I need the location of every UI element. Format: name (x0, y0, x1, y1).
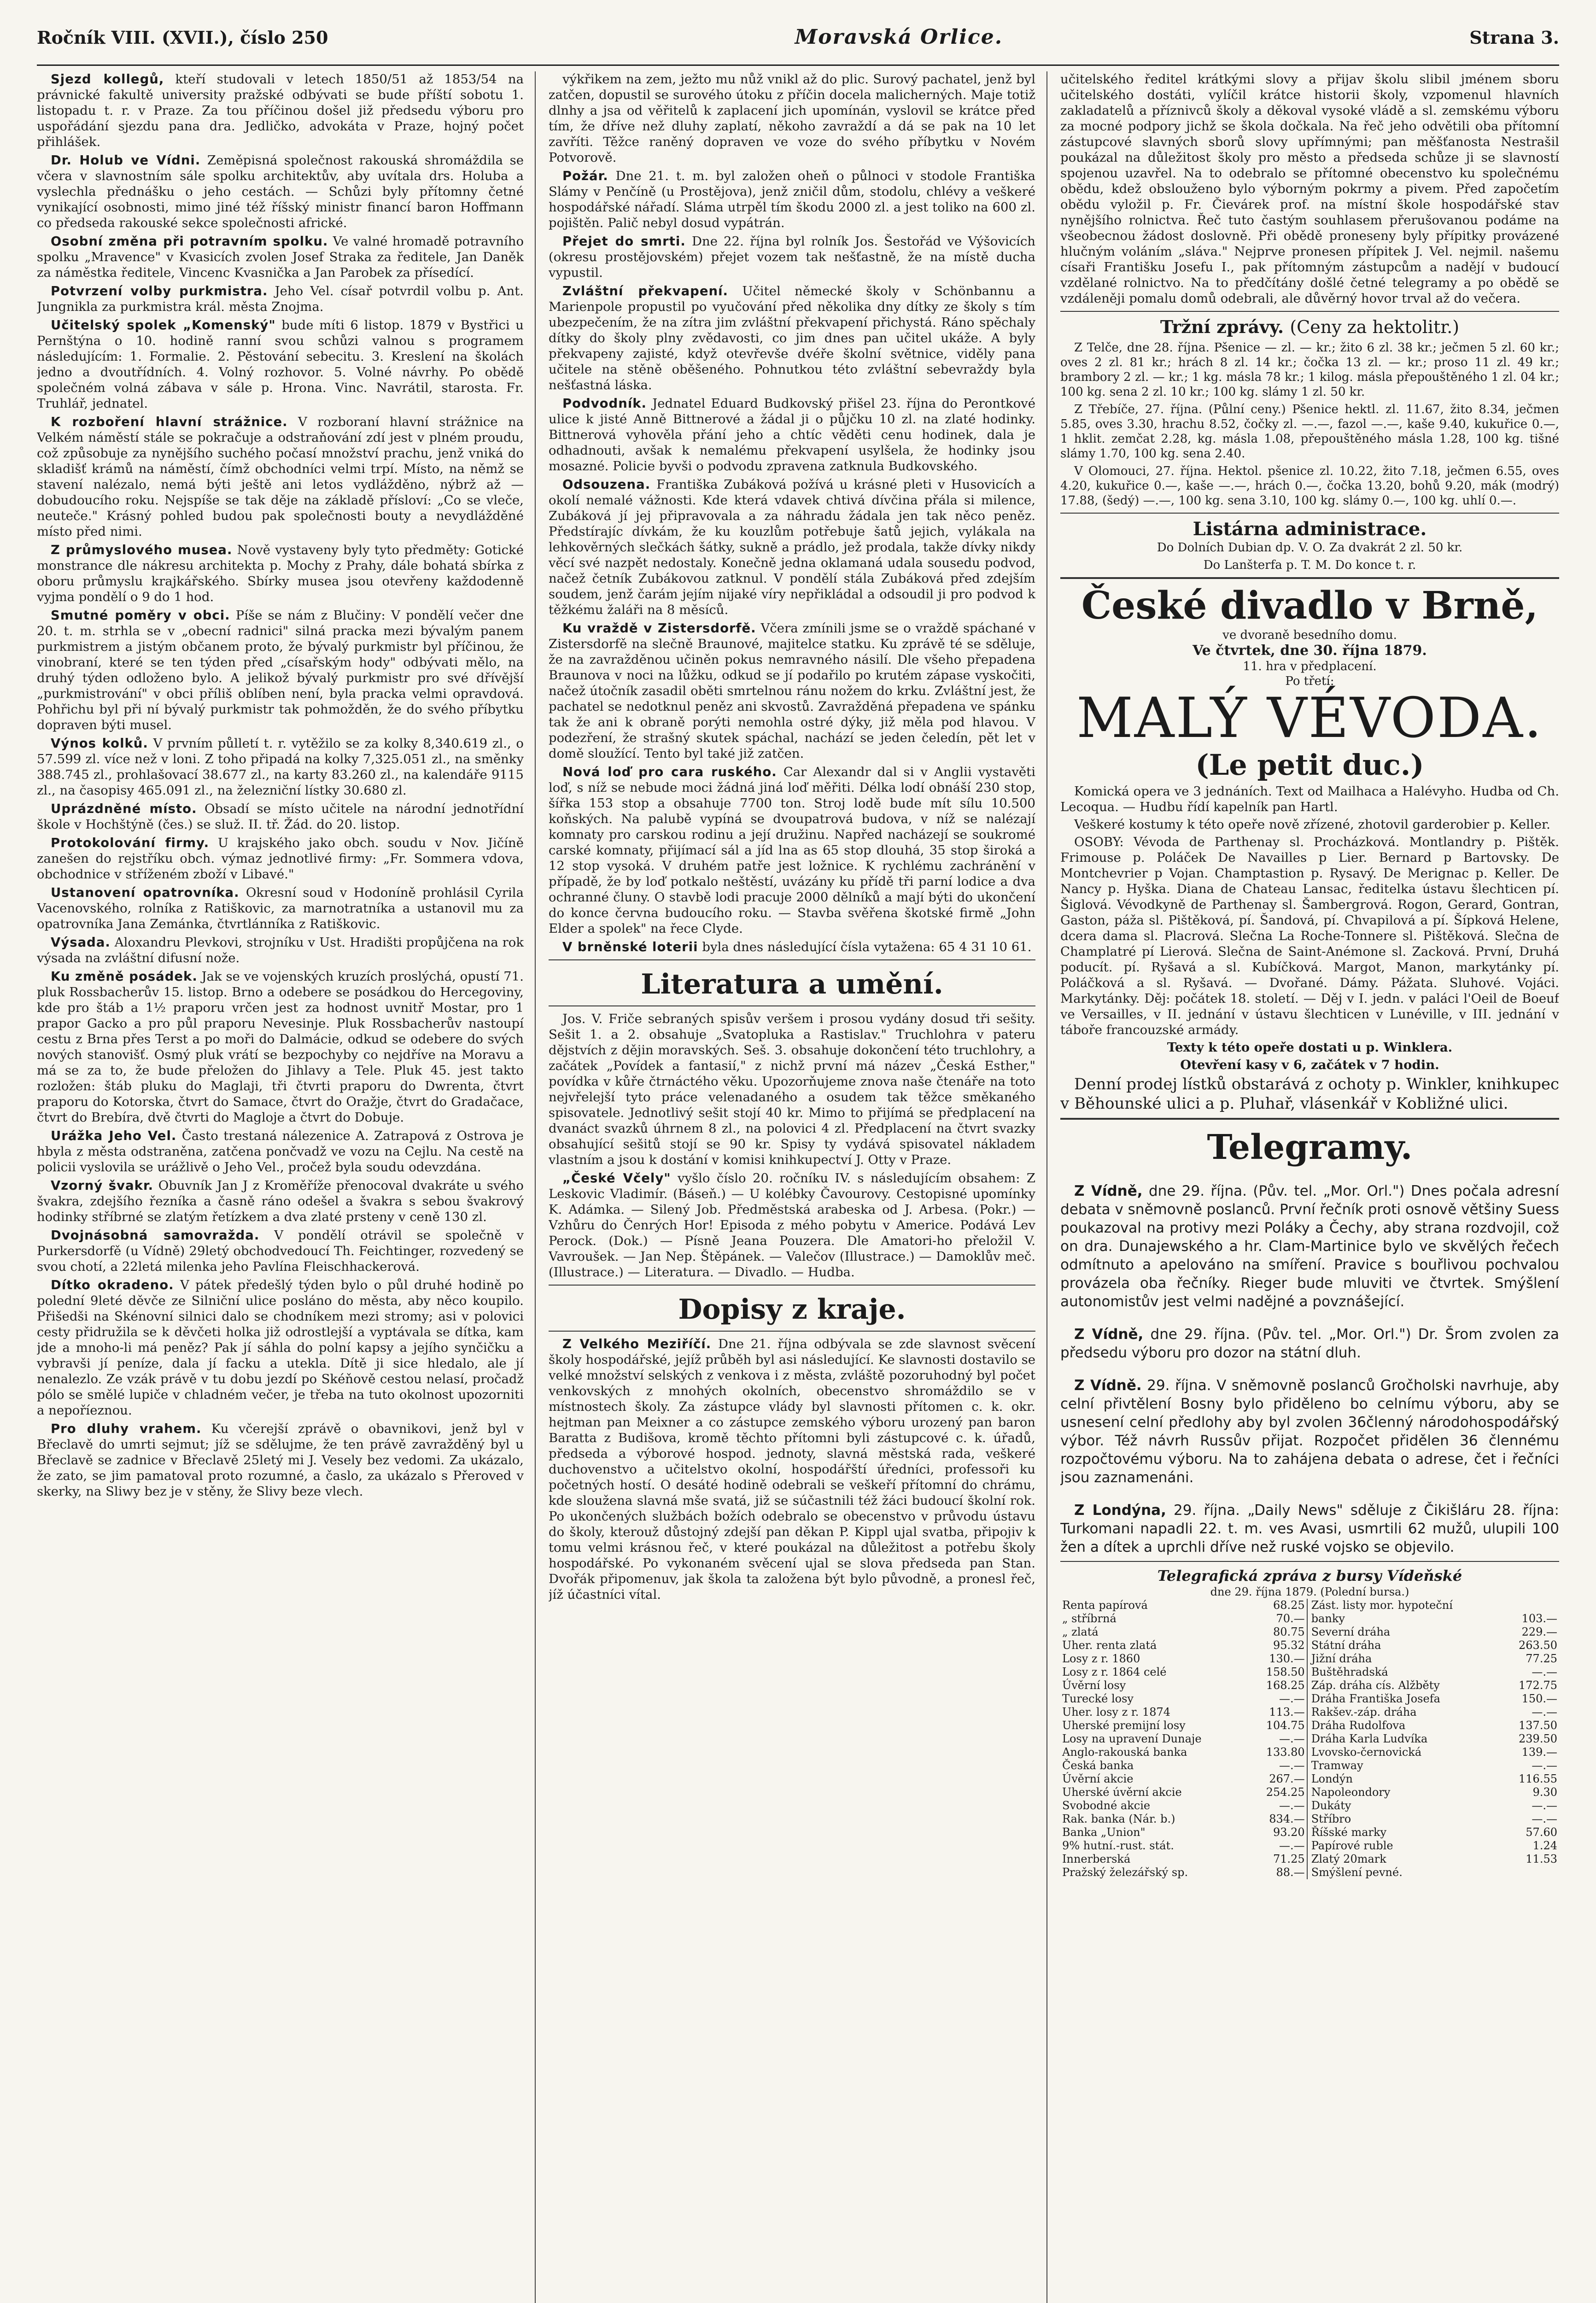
article-heading: „České Včely" (562, 1171, 671, 1186)
article-text: Obsadí se místo učitele na národní jednotřídní škole v Hochštýně (čes.) se služ. II. tř. Žád. do 20. listop. (37, 801, 524, 832)
bourse-security: Innerberská (1062, 1853, 1131, 1865)
article-heading: Dvojnásobná samovražda. (51, 1228, 260, 1243)
article-text: Jednatel Eduard Budkovský přišel 23. října do Perontkové ulice k jisté Anně Bittnerové a žádal ji o půjčku 10 zl. na zlaté hodinky. Bittnerová vyhověla přání jeho a chtíc věděti cenu hodinek, dala je odhadnouti, avšak k nemalému překvapení usylšela, že hodinky jsou mosazné. Policie byvši o podvodu zpravena zatknula Budkovského. (549, 396, 1035, 473)
bourse-price (1503, 1866, 1559, 1879)
bourse-security: Severní dráha (1307, 1625, 1503, 1639)
article-heading: Zvláštní překvapení. (562, 284, 728, 298)
article-heading: V brněnské loterii (562, 940, 698, 954)
play-title: MALÝ VÉVODA. (1076, 686, 1543, 750)
bourse-price: 267.— (1269, 1772, 1305, 1785)
bourse-price: 172.75 (1519, 1679, 1557, 1692)
news-item (549, 168, 1035, 231)
divider (549, 1005, 1035, 1006)
article-text: kteří studovali v letech 1850/51 až 1853/54 na právnické fakultě university pražské odbývati se bude příští sobotu 1. listopadu t. r. v Praze. Za tou příčinou došel již předsedu výboru pro uspořádání sjezdu pana dra. Jedličko, advokáta v Praze, hojný počet přihlášek. (37, 72, 524, 149)
article-heading: Z Velkého Meziříčí. (562, 1337, 712, 1351)
article-text: Nově vystaveny byly tyto předměty: Gotické monstrance dle nákresu architekta p. Mochy z Prahy, dále bohatá sbírka z oboru průmyslu krajkářského. Sbírky musea jsou otevřeny každodenně vyjma pondělí o 9 do 1 hod. (37, 543, 524, 604)
bourse-security: Dráha Karla Ludvíka (1307, 1732, 1503, 1746)
bourse-security: Zást. listy mor. hypoteční (1307, 1599, 1503, 1612)
bourse-price: —.— (1279, 1839, 1305, 1852)
news-item (549, 477, 1035, 618)
article-text: Jak se ve vojenských kruzích proslýchá, opustí 71. pluk Rossbacherův 15. listop. Brno a odebere se posádkou do Hercegoviny, kde pro štáb a 1½ praporu vrčen jest za hodnost uvnitř Mostar, pro 1 prapor Gacko a pro půl praporu Nevesinje. Pluk Rossbacherův nastoupí cestu z Brna přes Terst a po moři do Dalmácie, odkud se odebere do svých nových stanovišť. Osmý pluk vrátí se bezpochyby co nejdříve na Moravu a má se za to, že bude přeložen do Jihlavy a Tele. Pluk 45. jest takto rozložen: štáb pluku do Maglaji, tři čtvrti praporu do Dwrenta, čtvrt praporu do Kotorska, čtvrt do Samace, čtvrt do Oražje, čtvrt do Gradačace, čtvrt do Brebíra, dvě čtvrti do Magloje a čtvrt do Dobuje. (37, 969, 524, 1125)
article-heading: Potvrzení volby purkmistra. (51, 284, 268, 298)
bourse-security: Smýšlení pevné. (1307, 1866, 1503, 1879)
article-heading: Výnos kolků. (51, 736, 148, 751)
telegram-heading: Z Londýna, (1074, 1502, 1166, 1519)
article-heading: Protokolování firmy. (51, 836, 210, 850)
article-text: Aloxandru Plevkovi, strojníku v Ust. Hradišti propůjčena na rok výsada na zvláštní difusní nože. (37, 935, 524, 965)
bourse-subtitle: dne 29. října 1879. (Polední bursa.) (1210, 1585, 1409, 1598)
bourse-price: 70.— (1276, 1612, 1305, 1625)
bourse-price: 88.— (1276, 1866, 1305, 1879)
article-text: Františka Zubáková požívá u krásné pleti v Husovicích a okolí nemalé vážnosti. Kde která vdavek chtivá dívčina přála si milence, Zubáková jí jej připravovala a za náhradu žádala jen tak něco peněz. Předstírajíc dívkám, že ku kouzlům potřebuje šatů jejich, vylákala na lehkověrných slečkách šátky, sukně a prádlo, jež prodala, takže dívky nikdy věcí své nazpět nedostaly. Konečně jedna oklamaná udala sousedu podvod, načež četník Zubákovou zatknul. V pondělí stála Zubáková před zdejším soudem, jenž čarám jejím nijaké víry nepřikládal a odsoudil ji pro podvod k těžkému žaláři na 8 měsíců. (549, 477, 1035, 617)
bourse-security: Buštěhradská (1307, 1666, 1503, 1679)
bourse-price: 95.32 (1273, 1639, 1305, 1652)
theatre-announcement (1060, 584, 1559, 1113)
news-item (37, 414, 524, 539)
article-heading: Urážka Jeho Vel. (51, 1128, 177, 1143)
telegram-text: 29. října. V sněmovně poslanců Gročholski navrhuje, aby celní přivtělení Bosny bylo přiděleno bo celnímu výboru, aby se usnesení celní předlohy aby byl zvolen 36členný národohospodářský výbor. Též návrh Russův přijat. Rozpočet přidělen 36 člennému rozpočtovému výboru. Na to zahájena debata o adrese, čet i řečníci jsou zaznamenáni. (1060, 1377, 1559, 1486)
bourse-price: —.— (1532, 1759, 1557, 1772)
divider (549, 959, 1035, 960)
article-text: Často trestaná nálezenice A. Zatrapová z Ostrova je hbyla z města odstraněna, zatčena pončvadž ve vozu na Cejlu. Na cestě na policii vyslovila se urážlivě o Jeho Vel., pročež byla soudu odevzdána. (37, 1128, 524, 1175)
article-text: Jeho Vel. císař potvrdil volbu p. Ant. Jungnikla za purkmistra král. města Znojma. (37, 284, 524, 314)
bourse-security: Londýn (1307, 1772, 1503, 1786)
bourse-security: Uherské úvěrní akcie (1062, 1786, 1182, 1799)
article-heading: Osobní změna při potravním spolku. (51, 234, 328, 249)
bourse-price: 71.25 (1273, 1853, 1305, 1865)
article-text: bude míti 6 listop. 1879 v Bystřici u Pernštýna o 10. hodině ranní svou schůzi valnou s programem následujícím: 1. Formalie. 2. Pěstování sebecitu. 3. Kreslení na školách jedno a dvoutřídních. 4. Volný rozhovor. 5. Volné návrhy. Po obědě společném volná zábava v sále p. Hrona. Vinc. Navrátil, starosta. Fr. Truhlář, jednatel. (37, 318, 524, 411)
theatre-paragraph: Texty k této opeře dostati u p. Winklera. (1167, 1040, 1453, 1055)
bourse-price: 263.50 (1519, 1639, 1557, 1652)
header-rule (37, 64, 1559, 66)
article-text: Obuvník Jan J z Kroměříže přenocoval dvakráte u svého švakra, zdejšího řezníka a časně ráno odešel a švakra s sebou švakrový hodinky stříbrné se zlatým řetízkem a dva zlaté prsteny v ceně 130 zl. (37, 1178, 524, 1224)
column-1 (37, 71, 536, 2303)
bourse-price: 103.— (1521, 1612, 1557, 1625)
bourse-row (1060, 1692, 1559, 1706)
news-item (37, 283, 524, 315)
bourse-price: 139.— (1521, 1746, 1557, 1759)
bourse-row (1060, 1652, 1559, 1666)
column-2-news (549, 71, 1035, 955)
news-item (37, 1128, 524, 1175)
news-item (37, 1421, 524, 1499)
bourse-price: 77.25 (1526, 1652, 1557, 1665)
telegram-heading: Z Vídně. (1074, 1377, 1142, 1394)
article-heading: Ustanovení opatrovníka. (51, 885, 240, 900)
theatre-paragraph: Komická opera ve 3 jednáních. Text od Mailhaca a Halévyho. Hudba od Ch. Lecoqua. — Hudbu řídí kapelník pan Hartl. (1060, 784, 1559, 814)
news-item (37, 736, 524, 798)
page-number: Strana 3. (1469, 27, 1559, 48)
article-text: Ku včerejší zprávě o obavnikovi, jenž byl v Břeclavě do umrti sejmut; jíž se sdělujme, že ten právě zavražděný byl u Břeclavě se zadnice v Břeclavě 25letý mi J. Vesely bez vedomi. Za ukázalo, že zato, se jim pamatoval proto rozumné, a časlo, za ukázalo s Přeroved v skerky, na Sliwy bez je v stěny, že Slivy beze vlech. (37, 1421, 524, 1499)
news-item (37, 234, 524, 281)
telegram-text: 29. října. „Daily News" sděluje z Čikišláru 28. října: Turkomani napadli 22. t. m. ves Avasi, usmrtili 62 mužů, ulupili 100 žen a dítek a uprchli dříve než ruské vojsko se objevilo. (1060, 1502, 1559, 1555)
bourse-security: Úvěrní akcie (1062, 1772, 1134, 1785)
bourse-security: Rak. banka (Nár. b.) (1062, 1812, 1175, 1825)
telegram-text: dne 29. října. (Pův. tel. „Mor. Orl.") Dnes počala adresní debata v sněmovně poslanců. První řečník proti osnově většiny Suess poukazoval na protivy mezi Poláky a Čechy, aby strana rozdvojil, což on dra. Dunajewského a hr. Clam-Martinice bylo ve skvělých řečech odmítnuto a apelováno na smíření. Pravice s bouřlivou pochvalou provázela oba řečníky. Rieger bude mluviti ve čtvrtek. Smýšlení autonomistův jest velmi nadějné a povznášející. (1060, 1183, 1559, 1310)
bourse-price: 158.50 (1266, 1666, 1305, 1678)
theatre-title: České divadlo v Brně, (1081, 584, 1538, 628)
market-report: V Olomouci, 27. října. Hektol. pšenice zl. 10.22, žito 7.18, ječmen 6.55, oves 4.20, kukuřice 0.—, kaše —.—, hrách 0.—, čočka 13.20, bohů 9.20, mák (modrý) 17.88, (šedý) —.—, 100 kg. sena 3.10, 100 kg. slámy 0.—, 100 kg. uhlí 0.—. (1060, 464, 1559, 508)
news-item (37, 801, 524, 832)
news-item (549, 71, 1035, 165)
article-heading: Pro dluhy vrahem. (51, 1421, 202, 1436)
article-heading: Vzorný švakr. (51, 1178, 154, 1193)
bourse-security: „ stříbrná (1062, 1612, 1117, 1625)
bourse-row (1060, 1866, 1559, 1879)
bourse-price: 130.— (1269, 1652, 1305, 1665)
news-item (37, 152, 524, 231)
article-text: V pátek předešlý týden bylo o půl druhé hodině po polední 9leté děvče ze Silniční ulice posláno do města, aby něco koupilo. Přišedši na Skénovní silnici dalo se chodníkem mezi stromy; asi v polovici cesty přidružila se k děvčeti holka již odrostlejší a vyptávala se dítka, kam jde a mnoho-li má peněz? Pak jí sáhla do polní kapsy a jejího synčičku a vybravši jí peníze, dala jí facku a utekla. Dítě ji sice hledalo, ale jí nenalezlo. Ze vzák právě v tu dobu jezdí po Skéňově cestou nelasí, pročadž pólo se smělé lupiče v chladném večer, je třeba na tuto okolnost upozorniti a nepoříeznou. (37, 1278, 524, 1418)
news-item (37, 1227, 524, 1274)
news-item (37, 608, 524, 733)
bourse-security: Česká banka (1062, 1759, 1134, 1772)
bourse-price: —.— (1532, 1706, 1557, 1718)
bourse-price: 239.50 (1519, 1732, 1557, 1745)
bourse-price: 1.24 (1532, 1839, 1557, 1852)
telegrams-section (1060, 1182, 1559, 1556)
bourse-security: Svobodné akcie (1062, 1799, 1151, 1812)
article-heading: K rozboření hlavní strážnice. (51, 415, 288, 429)
bourse-security: Dráha Rudolfova (1307, 1719, 1503, 1732)
news-item (549, 396, 1035, 474)
bourse-security: „ zlatá (1062, 1625, 1099, 1638)
bourse-security: Anglo-rakouská banka (1062, 1746, 1187, 1759)
bourse-security: Papírové ruble (1307, 1839, 1503, 1853)
news-item (37, 317, 524, 411)
telegrams-title: Telegramy. (1207, 1128, 1413, 1167)
divider (1060, 311, 1559, 312)
bourse-security: Turecké losy (1062, 1692, 1134, 1705)
news-item (37, 1277, 524, 1418)
article-heading: Přejet do smrti. (562, 234, 686, 249)
article-text: Píše se nám z Blučiny: V pondělí večer dne 20. t. m. strhla se v „obecní radnici" silná prackа mezi bývalým panem purkmistrem a jistým občanem proto, že bývalý purkmistr byl příčinou, že vinobraní, které se ten týden před „císařským hody" odbývati mělo, na druhý týden odloženo bylo. A jelikož bývalý purkmistr pro své dřívější „purkmistrování" v obci příliš oblíben není, byla prackа velmi opravdová. Pohřichu byl při ní bývalý purkmistr tak pohmožděn, že do svého příbytku dopraven býti musel. (37, 608, 524, 732)
bourse-row (1060, 1746, 1559, 1759)
divider (1060, 1561, 1559, 1562)
article-text: výkřikem na zem, ježto mu nůž vnikl až do plic. Surový pachatel, jenž byl zatčen, dopustil se surového útoku z příčin docela malicherných. Maje totiž dlnhy a jsa od věřitelů k zaplacení jich upomínán, vyslovil se krátce před tím, že dříve než dluhy zaplatí, někoho zavraždí a dá se pak na 10 let zavříti. Těžce raněný dopraven ve voze do svého příbytku v Novém Potvorově. (549, 72, 1035, 165)
article-heading: Výsada. (51, 935, 111, 950)
bourse-security: Dukáty (1307, 1799, 1503, 1812)
bourse-row (1060, 1732, 1559, 1746)
article-text: Car Alexandr dal si v Anglii vystavěti loď, s níž se nebude moci žádná jiná loď měřiti. Délka lodí obnáší 230 stop, šířka 153 stop a obsahuje 7700 ton. Stroj lodě bude mít sílu 10.500 koňských. Na palubě vypíná se dvoupatrová budova, v níž se nalézají komnaty pro carskou rodinu a její družinu. Napřed nacházejí se soukromé carské komnaty, přijímací sál a jíd lna as 65 stop dlouhá, 35 stop široká a 12 stop vysoká. V druhém patře jest ložnice. K rychlému zachránění v případě, že by loď potkalo neštěstí, uvázány ku přídě tři parní lodice a dva ochranné čluny. O stavbě lodi pracuje 2000 dělníků a mají býti do ukončení do konce června budoucího roku. — Stavba svěřena škotské firmě „John Elder a spolek" na řece Clyde. (549, 765, 1035, 936)
letters-section (549, 1336, 1035, 1602)
bourse-row (1060, 1812, 1559, 1826)
bourse-price: —.— (1532, 1799, 1557, 1812)
article-text: Dne 21. října odbývala se zde slavnost svěcení školy hospodářské, jejíž průběh byl asi následující. Ke slavnosti dostavilo se velké množství selských z venkova i z města, zvláště pozoruhodný byl počet venkovských z mnohých okolních, obecenstvo shromáždilo se v místnostech školy. Za zástupce vlády byl slavnosti přítomen c. k. okr. hejtman pan Meixner a co zástupce zemského výboru urozený pan baron Baratta z Budišova, kromě těchto přítomni byli zástupcové c. k. úřadů, předseda a výborové hospod. jednoty, slavná městská rada, veškeré duchovenstvo a učitelstvo okolní, hospodářští úředníci, professoři ku početných hostí. O desáté hodině odebrali se veškeří přítomní do chrámu, kde sloužena slavná mše svatá, již se súčastnili též žáci budoucí školní rok. Po ukončených službách božích odebralo se obecenstvo v průvodu ústavu do školy, kterouž důstojný zdejší pan děkan P. Kippl ujal svatba, připojiv k tomu velmi krásnou řeč, v které poukázal na důležitost a potřebu školy hospodářské. Po vykonaném svěcení ujal se slova předseda pan Stan. Dvořák připomenuv, jak škola ta založena být bylo původně, a pronesl řeč, jíž účastníci vítal. (549, 1337, 1035, 1602)
news-item (37, 71, 524, 150)
bourse-security: Záp. dráha cís. Alžběty (1307, 1679, 1503, 1692)
news-item (549, 939, 1035, 955)
theatre-performance: 11. hra v předplacení. (1243, 660, 1377, 673)
bourse-price: —.— (1279, 1759, 1305, 1772)
telegram (1060, 1325, 1559, 1362)
bourse-row (1060, 1612, 1559, 1625)
bourse-security: Rakšev.-záp. dráha (1307, 1706, 1503, 1719)
divider (1060, 577, 1559, 579)
article-heading: Odsouzena. (562, 477, 651, 492)
article-text: Zeměpisná společnost rakouská shromáždila se včera v slavnostním sále spolku architektův, aby uvítala drs. Holuba a vyslechla přednášku o jeho cestách. — Schůzi byly přítomny četné vynikající osobnosti, mimo jiné též říšský ministr financí baron Hoffmann co předseda rakouské sekce společnosti africké. (37, 153, 524, 230)
bourse-security: Losy z r. 1860 (1062, 1652, 1140, 1665)
theatre-venue: ve dvoraně besedního domu. (1222, 628, 1397, 642)
bourse-row (1060, 1666, 1559, 1679)
article-heading: Požár. (562, 169, 608, 183)
bourse-price: 834.— (1269, 1812, 1305, 1825)
news-item (37, 835, 524, 882)
listarna-item: Do Dolních Dubian dp. V. O. Za dvakrát 2 zl. 50 kr. (1157, 541, 1463, 555)
news-item (549, 764, 1035, 936)
article-heading: Smutné poměry v obci. (51, 608, 230, 623)
bourse-security: Jižní dráha (1307, 1652, 1503, 1666)
bourse-price: —.— (1532, 1666, 1557, 1678)
bourse-security: Lvovsko-černovická (1307, 1746, 1503, 1759)
telegram (1060, 1182, 1559, 1311)
telegram (1060, 1501, 1559, 1556)
news-item (549, 283, 1035, 393)
bourse-price (1503, 1599, 1559, 1612)
market-report: Z Telče, dne 28. října. Pšenice — zl. — kr.; žito 6 zl. 38 kr.; ječmen 5 zl. 60 kr.; oves 2 zl. 81 kr.; hrách 8 zl. 14 kr.; čočka 13 zl. — kr.; proso 11 zl. 49 kr.; brambory 2 zl. — kr.; 1 kg. másla 78 kr.; 1 kilog. másla přepouštěného 1 zl. 04 kr.; 100 kg. sena 2 zl. 10 kr.; 100 kg. slámy 1 zl. 50 kr. (1060, 341, 1559, 399)
bourse-price: 254.25 (1266, 1786, 1305, 1799)
column-3 (1060, 71, 1559, 2303)
bourse-price: 80.75 (1273, 1625, 1305, 1638)
bourse-price: 229.— (1521, 1625, 1557, 1638)
bourse-row (1060, 1706, 1559, 1719)
telegram-heading: Z Vídně, (1074, 1183, 1143, 1199)
bourse-row (1060, 1853, 1559, 1866)
listarna-items (1060, 540, 1559, 573)
article-heading: Uprázdněné místo. (51, 801, 197, 816)
bourse-price: —.— (1279, 1692, 1305, 1705)
bourse-price: 93.20 (1273, 1826, 1305, 1839)
theatre-details (1060, 783, 1559, 1113)
bourse-row (1060, 1679, 1559, 1692)
bourse-security: Úvěrní losy (1062, 1679, 1126, 1692)
theatre-paragraph: Denní prodej lístků obstarává z ochoty p. Winkler, knihkupec v Běhounské ulici a p. Pluhař, vlásenkář v Kobližné ulici. (1060, 1075, 1559, 1113)
bourse-security: Stříbro (1307, 1812, 1503, 1826)
listarna-title: Listárna administrace. (1193, 518, 1427, 540)
article-heading: Ku změně posádek. (51, 969, 198, 984)
divider (549, 1331, 1035, 1332)
bourse-row (1060, 1599, 1559, 1612)
divider (1060, 1118, 1559, 1120)
theatre-times: Po třetí: (1285, 674, 1334, 688)
article-heading: Učitelský spolek „Komenský" (51, 318, 276, 333)
article-heading: Z průmyslového musea. (51, 543, 233, 557)
bourse-price: 11.53 (1526, 1853, 1557, 1865)
news-item (37, 542, 524, 605)
article-text: Dne 21. t. m. byl založen oheň o půlnoci v stodole Františka Slámy v Penčíně (u Prostějova), jenž zničil dům, stodolu, chlévy a veškeré hospodářské nářadí. Sláma utrpěl tím škodu 2000 zl. a jest toliko na 600 zl. pojištěn. Palič nebyl dosud vypátrán. (549, 169, 1035, 230)
bourse-row (1060, 1799, 1559, 1812)
columns (37, 71, 1559, 2303)
bourse-security: Banka „Union" (1062, 1826, 1146, 1839)
article-heading: Dr. Holub ve Vídni. (51, 153, 201, 168)
article-heading: Ku vraždě v Zistersdorfě. (562, 621, 756, 636)
column-2 (549, 71, 1047, 2303)
telegram-heading: Z Vídně, (1074, 1326, 1144, 1343)
article-heading: Dítko okradeno. (51, 1278, 174, 1292)
literature-section (549, 1011, 1035, 1280)
bourse-price: —.— (1279, 1799, 1305, 1812)
report-continuation: učitelského ředitel krátkými slovy a přijav školu slibil jménem sboru učitelského dostáti, vylíčil krátce historii školy, vzpomenul hlavních zakladatelů a příznivců školy a děkoval vysoké vládě a sl. zemskému výboru za mocné podpory jichž se škola dočkala. Na řeč jeho odvětili oba přítomní zástupcové slavných sborů slovy upřímnými; pan měšťanosta Nestrašil poukázal na důležitost školy pro město a předseda schůze ji se slavností spojenou uzavřel. Na to odebralo se přítomné obecenstvo ku společnému obědu, kdež obslouženo bylo výborným pokrmy a pivem. Před započetím obědu vyložil p. Fr. Čievárek prof. na místní škole hospodářské stav nynějšího rolnictva. Řeč tuto častým souhlasem přerušovanou podáme na všeobecnou žádost doslovně. Při obědě proneseny byly přípitky provázené hlučným voláním „sláva." Nejprve pronesen přípitek J. Vel. nejmil. našemu císaři Františku Josefu I., pak přítomným zástupcům a nadějí v budoucí vzdělané rolnictvo. Na to předčítány došlé četné telegramy a po obědě se vzdáleněji pomalu domů odebrali, ale důvěrný hovor trval až do večera. (1060, 72, 1559, 306)
news-item (549, 620, 1035, 761)
news-item (37, 969, 524, 1125)
bourse-security: Uher. losy z r. 1874 (1062, 1706, 1171, 1718)
bourse-security: Losy z r. 1864 celé (1062, 1666, 1167, 1678)
theatre-paragraph: OSOBY: Vévoda de Parthenay sl. Procházková. Montlandry p. Pištěk. Frimouse p. Poláček De Navailles p Lier. Bernard p Bartovsky. De Montchevrier p Vojan. Champtastion p. Rysavý. De Merignac p. Keller. De Nancy p. Hyška. Diana de Chateau Lansac, ředitelka ústavu šlechticen pí. Šiglová. Vévodkyně de Parthenay sl. Šambergrová. Rogon, Gerard, Gontran, Gaston, páža sl. Pištěková, pí. Šandová, pí. Chvapilová a pí. Šípková Helene, dcera dama sl. Placrová. Slečna La Roche-Tonnere sl. Pištěková. Slečna de Champlatré pí Lierová. Slečna de Saint-Anémone sl. Zacková. První, Druhá poducít. pí. Ryšavá a sl. Kubíčková. Margot, Manon, markytánky pí. Poláčková a sl. Ryšavá. — Dvořané. Dámy. Pážata. Sluhové. Vojáci. Markytánky. Děj: počátek 18. století. — Děj v I. jedn. v paláci l'Oeil de Boeuf ve Versailles, v II. jednání v ústavu šlechticen v Lunéville, v III. jednání v táboře francouzské armády. (1060, 835, 1559, 1037)
article-text: byla dnes následující čísla vytažena: 65 4 31 10 61. (702, 940, 1032, 954)
bourse-security: banky (1307, 1612, 1503, 1625)
telegram-text: dne 29. října. (Pův. tel. „Mor. Orl.") Dr. Šrom zvolen za předsedu výboru pro dozor na státní dluh. (1060, 1326, 1559, 1361)
bourse-price: 68.25 (1273, 1599, 1305, 1612)
article-heading: Podvodník. (562, 396, 647, 411)
bourse-security: 9% hutní.-rust. stát. (1062, 1839, 1174, 1852)
article-heading: Nová loď pro cara ruského. (562, 765, 777, 779)
bourse-price: 57.60 (1526, 1826, 1557, 1839)
bourse-price: 9.30 (1532, 1786, 1557, 1799)
bourse-price: 104.75 (1266, 1719, 1305, 1732)
bourse-security: Státní dráha (1307, 1639, 1503, 1652)
article-text: Učitel německé školy v Schönbannu a Marienpole propustil po vyučování před několika dny dítky ze školy s tím ubezpečením, že na zítra jim zvláštní překvapení přichystá. Ráno spěchaly dítky do školy plny zvědavosti, co jim dnes pan učitel ukáže. A byly překvapeny zajisté, když otevřevše dvéře školní světnice, viděly pana učitele na stěně oběšeného. Pohnutkou této zvláštní sebevraždy byla nešťastná láska. (549, 284, 1036, 392)
divider (549, 1285, 1035, 1286)
bourse-security: Dráha Františka Josefa (1307, 1692, 1503, 1706)
bourse-price: —.— (1279, 1732, 1305, 1745)
market-reports (1060, 340, 1559, 508)
page-header (37, 25, 1559, 62)
bourse-row (1060, 1839, 1559, 1853)
divider (1060, 513, 1559, 514)
bourse-security: Renta papírová (1062, 1599, 1148, 1612)
bourse-security: Losy na upravení Dunaje (1062, 1732, 1202, 1745)
bourse-price: 113.— (1269, 1706, 1305, 1718)
bourse-title: Telegrafická zpráva z bursy Vídeňské (1157, 1567, 1462, 1584)
bourse-table (1060, 1599, 1559, 1879)
news-item (37, 1178, 524, 1225)
article-text: U krajského jako obch. soudu v Nov. Jičíně zanešen do rejstříku obch. výmaz jednotlivé firmy: „Fr. Sommera vdova, obchodnice v stříženém zboží v Libavé." (37, 836, 524, 882)
bourse-price: —.— (1532, 1812, 1557, 1825)
article-text: Jos. V. Friče sebraných spisův veršem i prosou vydány dosud tři sešity. Sešit 1. a 2. obsahuje „Svatopluka a Rastislav." Truchlohra v pateru dějstvích z dějin moravských. Seš. 3. obsahuje dokončení této truchlohry, a začátek „Povídek a fantasií," z nichž první má název „Česká Esther," povídka v kůře čtrnáctého věku. Upozorňujeme znova naše čtenáře na toto nejvřelejší tyto práce velenadaného a osudem tak těžce směkaného spisovatele. Jednotlivý sešit stojí 40 kr. Mimo to přijímá se předplacení na dvanáct svazků úhrnem 8 zl., na polovici 4 zl. Předplacení na čtvrt svazky obsahující sešitů stojí se 90 kr. Spisy ty vydává spisovatel nákladem vlastním a jsou k dostání v komisi knihkupectví J. Otty v Praze. (549, 1011, 1035, 1167)
article-text: V prvním půlletí t. r. vytěžilo se za kolky 8,340.619 zl., o 57.599 zl. více než v loni. Z toho připadá na kolky 7,325.051 zl., na směnky 388.745 zl., prohlašovací 38.677 zl., na karty 83.260 zl., na kalendáře 9115 zl., na časopisy 465.091 zl., na železniční lístky 30.680 zl. (37, 736, 524, 798)
article-text: Včera zmínili jsme se o vraždě spáchané v Zistersdorfě na slečně Braunové, majitelce statku. Ku zprávě té se sděluje, že na zavražděnou učiněn pokus nemravného násilí. Dle všeho přepadena Braunova v noci na lůžku, odkud se jí podařilo po krutém zápase vyskočiti, načež útočník zasadil oběti smrtelnou ránu nožem do krku. Zvláštní jest, že pachatel se nedotknul peněz ani skvostů. Zavražděná přepadena ve spánku tak že ani k obraně porýti nemohla ostré dýky, již měla pod hlavou. V podezření, že strašný skutek spáchal, nachází se jeden čeledín, pět let v domě sloužící. Tento byl také již zatčen. (549, 621, 1035, 761)
article-text: Okresní soud v Hodoníně prohlásil Cyrila Vacenovského, rolníka z Ratiškovic, za marnotratníka a ustanovil mu za opatrovníka Jana Zemánka, čtvrtlánníka z Ratiškovic. (37, 885, 524, 931)
bourse-security: Tramway (1307, 1759, 1503, 1772)
market-report: Z Třebíče, 27. října. (Půlní ceny.) Pšenice hektl. zl. 11.67, žito 8.34, ječmen 5.85, oves 3.30, hrachu 8.52, čočky zl. —.—, fazol —.—, kaše 9.40, kukuřice 0.—, 1 hklit. zemčat 2.28, kg. másla 1.08, přepouštěného másla 1.28, 100 kg. tišné slámy 1.70, 100 kg. sena 2.40. (1060, 403, 1559, 461)
listarna-item: Do Lanšterfa p. T. M. Do konce t. r. (1203, 558, 1416, 572)
bourse-price: 137.50 (1519, 1719, 1557, 1732)
article-text: V rozboraní hlavní strážnice na Velkém náměstí stále se pokračuje a odstraňování zdí jest v plném proudu, což způsobuje za nynějšího suchého počasí množství prachu, jenž vniká do skladišť krámů na náměstí, čímž obchodníci velmi trpí. Místo, na němž se stavení nalézalo, nemá býti ještě ani letos vydlážděno, nýbrž až — dobudoucího roku. Nejspíše se tak děje na základě přísloví: „Co se vleče, neuteče." Krásný pohled budou pak společnosti bouty a nevydlážděné místo před nimi. (37, 415, 524, 539)
news-item (37, 885, 524, 932)
bourse-price: 133.80 (1266, 1746, 1305, 1759)
literature-item (549, 1011, 1035, 1168)
news-item (37, 935, 524, 966)
bourse-price: 168.25 (1266, 1679, 1305, 1692)
letters-title: Dopisy z kraje. (678, 1293, 906, 1326)
literature-title: Literatura a umění. (641, 968, 943, 1000)
bourse-row (1060, 1772, 1559, 1786)
news-item (549, 234, 1035, 281)
bourse-row (1060, 1639, 1559, 1652)
theatre-date: Ve čtvrtek, dne 30. října 1879. (1193, 643, 1427, 659)
bourse-row (1060, 1826, 1559, 1839)
bourse-row (1060, 1759, 1559, 1772)
play-original-title: (Le petit duc.) (1195, 748, 1424, 782)
bourse-security: Napoleondory (1307, 1786, 1503, 1799)
paper-title: Moravská Orlice. (795, 25, 1003, 49)
bourse-price: 150.— (1521, 1692, 1557, 1705)
article-text: vyšlo číslo 20. ročníku IV. s následujícím obsahem: Z Leskovic Vladimír. (Báseň.) — U kolébky Čavourovy. Cestopisné upomínky K. Adámka. — Silený Job. Předměstská arabeska od J. Arbesa. (Pokr.) — Vzhůru do Čenrých Hor! Episoda z mého pobytu v Americe. Podává Lev Perock. (Dok.) — Písně Jeana Pouzera. Dle Amatori-ho přeložil V. Vavroušek. — Jan Nep. Štěpánek. — Valečov (Illustrace.) — Damoklův meč. (Illustrace.) — Literatura. — Divadlo. — Hudba. (549, 1171, 1036, 1280)
letter-item (549, 1336, 1035, 1602)
article-text: V pondělí otrávil se společně v Purkersdorfě (u Vídně) 29letý obchodvedoucí Th. Feichtinger, rozvedený se svou chotí, a 22letá milenka jeho Pavlína Fleischhackerová. (37, 1228, 524, 1274)
bourse-security: Zlatý 20mark (1307, 1853, 1503, 1866)
bourse-security: Říšské marky (1307, 1826, 1503, 1839)
bourse-row (1060, 1625, 1559, 1639)
bourse-price: 116.55 (1519, 1772, 1557, 1785)
theatre-paragraph: Veškeré kostumy k této opeře nově zřízené, zhotovil garderobier p. Keller. (1074, 817, 1550, 832)
theatre-paragraph: Otevření kasy v 6, začátek v 7 hodin. (1180, 1058, 1439, 1072)
literature-item (549, 1170, 1035, 1280)
telegram (1060, 1376, 1559, 1487)
bourse-security: Uher. renta zlatá (1062, 1639, 1157, 1652)
bourse-row (1060, 1719, 1559, 1732)
article-text: Ve valné hromadě potravního spolku „Mravence" v Kvasicích zvolen Josef Straka za ředitele, Jan Daněk za náměstka ředitele, Vincenc Kvasnička a Jan Parobek za přísedící. (37, 234, 524, 280)
article-heading: Sjezd kollegů, (51, 72, 164, 87)
issue-label: Ročník VIII. (XVII.), číslo 250 (37, 27, 328, 48)
bourse-security: Uherské premijní losy (1062, 1719, 1186, 1732)
bourse-security: Pražský železářský sp. (1062, 1866, 1188, 1879)
article-text: Dne 22. října byl rolník Jos. Šestořád ve Výšovicích (okresu prostějovském) přejet vozem tak nešťastně, že na místě ducha vypustil. (549, 234, 1035, 280)
bourse-row (1060, 1786, 1559, 1799)
market-title: Tržní zprávy. (Ceny za hektolitr.) (1160, 316, 1460, 337)
